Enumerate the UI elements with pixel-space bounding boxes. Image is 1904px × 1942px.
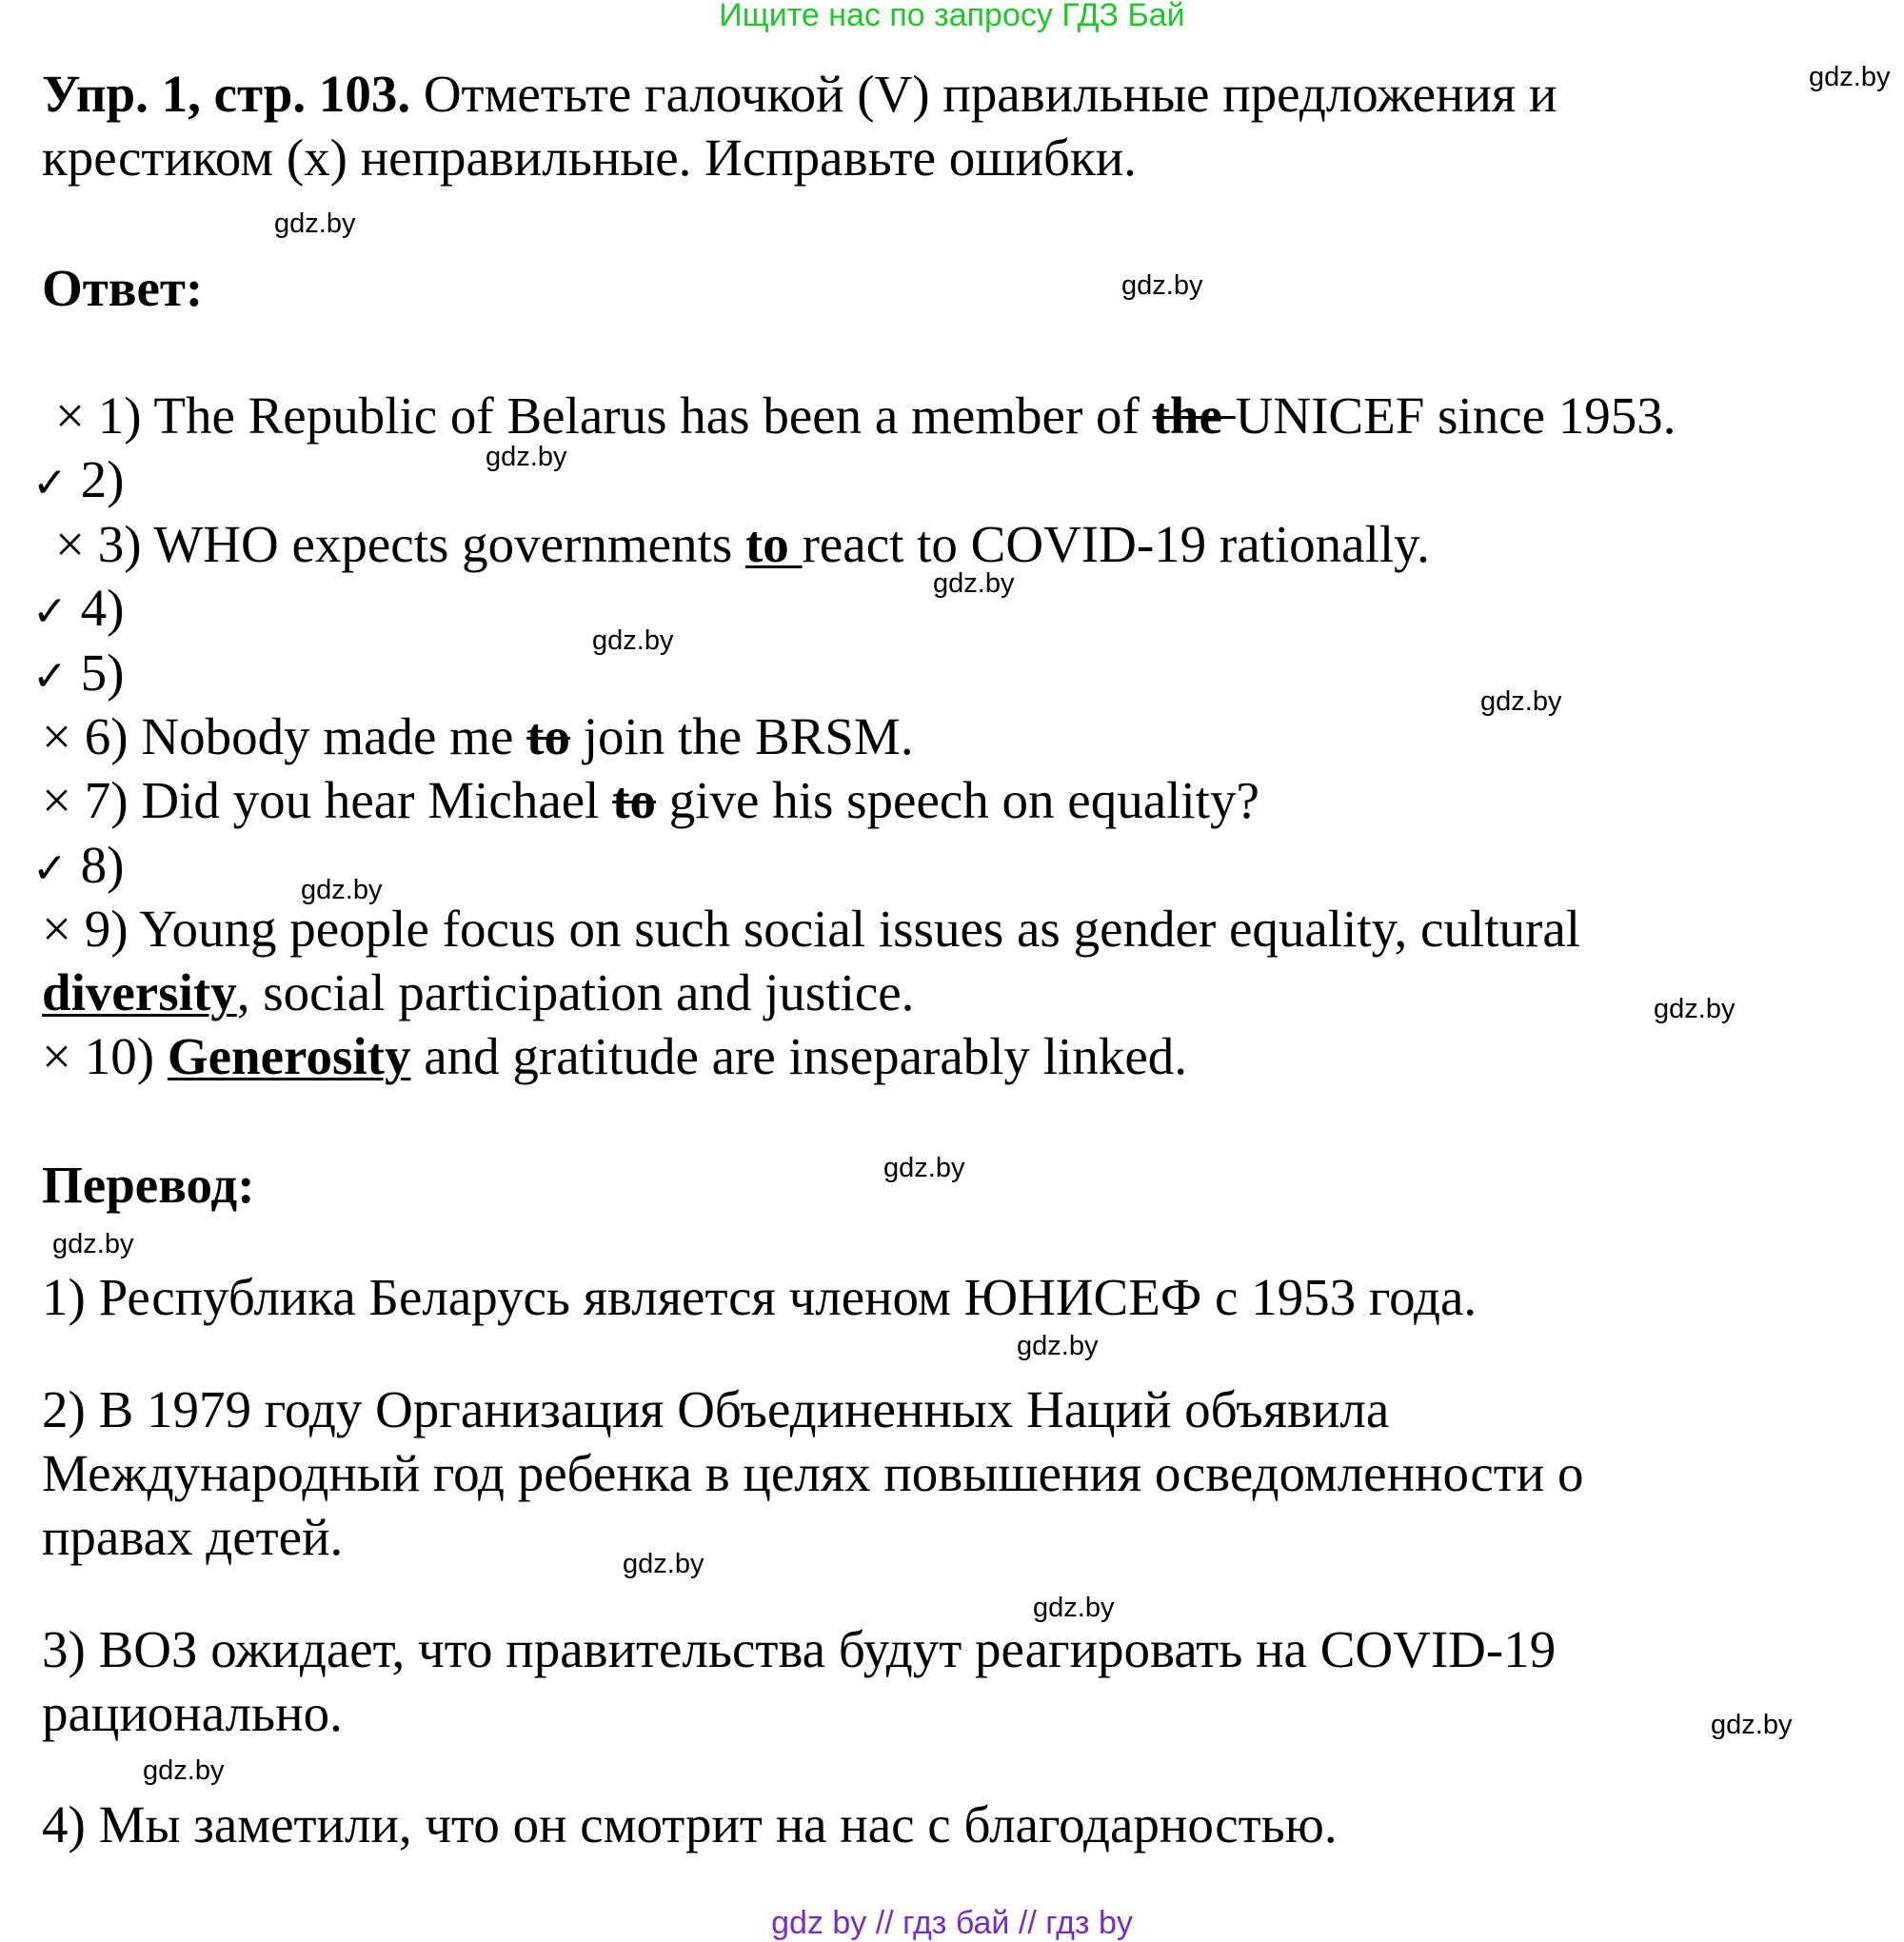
check-icon: ✓ — [32, 652, 68, 701]
watermark: gdz.by — [1809, 62, 1891, 92]
task-label: Упр. 1, стр. 103. — [42, 65, 411, 123]
watermark: gdz.by — [1654, 994, 1735, 1024]
watermark: gdz.by — [592, 625, 674, 656]
task-line-1 — [42, 63, 1557, 126]
task-line-2: крестиком (x) неправильные. Исправьте ошибки. — [42, 129, 1137, 187]
watermark: gdz.by — [1711, 1710, 1793, 1740]
translation-3-line-2: рационально. — [42, 1684, 343, 1742]
footer: gdz by // гдз бай // гдз by — [771, 1905, 1133, 1941]
cross-icon: × — [42, 900, 72, 958]
watermark: gdz.by — [486, 442, 567, 472]
watermark: gdz.by — [1121, 270, 1203, 301]
translation-3-line-1: 3) ВОЗ ожидает, что правительства будут реагировать на COVID-19 — [42, 1620, 1557, 1678]
cross-icon: × — [55, 515, 86, 573]
answer-6: × 6) Nobody made me to join the BRSM. — [42, 707, 914, 765]
answer-3: × 3) WHO expects governments to react to COVID-19 rationally. — [55, 515, 1430, 573]
watermark: gdz.by — [1480, 686, 1562, 717]
struck-word: the — [1152, 386, 1236, 445]
cross-icon: × — [55, 386, 86, 445]
answer-2: ✓ 2) — [32, 450, 125, 508]
watermark: gdz.by — [1033, 1593, 1115, 1623]
check-icon: ✓ — [32, 459, 68, 507]
watermark: gdz.by — [52, 1229, 134, 1259]
answer-1: × 1) The Republic of Belarus has been a member of the UNICEF since 1953. — [55, 386, 1676, 445]
watermark: gdz.by — [274, 208, 356, 239]
answer-10: × 10) Generosity and gratitude are inseparably linked. — [42, 1027, 1188, 1085]
answer-7: × 7) Did you hear Michael to give his speech on equality? — [42, 771, 1259, 829]
check-icon: ✓ — [32, 587, 68, 636]
cross-icon: × — [42, 1027, 72, 1085]
cross-icon: × — [42, 771, 72, 829]
translation-heading: Перевод: — [42, 1156, 255, 1214]
struck-word: to — [526, 707, 570, 765]
corrected-word: Generosity — [167, 1027, 411, 1085]
watermark: gdz.by — [933, 568, 1015, 599]
answer-4: ✓ 4) — [32, 579, 125, 637]
translation-4: 4) Мы заметили, что он смотрит на нас с благодарностью. — [42, 1795, 1338, 1853]
translation-2-line-3: правах детей. — [42, 1508, 344, 1566]
corrected-word: to — [744, 515, 803, 573]
answer-8: ✓ 8) — [32, 836, 125, 894]
translation-2-line-2: Международный год ребенка в целях повышения осведомленности о — [42, 1444, 1584, 1502]
watermark: gdz.by — [301, 875, 383, 905]
watermark: gdz.by — [623, 1549, 704, 1579]
translation-1: 1) Республика Беларусь является членом ЮНИСЕФ с 1953 года. — [42, 1268, 1478, 1326]
task-text: Отметьте галочкой (V) правильные предложения и — [410, 65, 1557, 123]
check-icon: ✓ — [32, 844, 68, 893]
answer-heading: Ответ: — [42, 259, 204, 317]
struck-word: to — [612, 771, 657, 829]
answer-9-cont: diversity, social participation and justice. — [42, 963, 915, 1021]
translation-2-line-1: 2) В 1979 году Организация Объединенных Наций объявила — [42, 1380, 1390, 1438]
top-banner: Ищите нас по запросу ГДЗ Бай — [719, 0, 1185, 33]
watermark: gdz.by — [883, 1153, 965, 1183]
answer-5: ✓ 5) — [32, 644, 125, 702]
watermark: gdz.by — [1017, 1331, 1099, 1361]
corrected-word: diversity — [42, 963, 237, 1021]
cross-icon: × — [42, 707, 72, 765]
watermark: gdz.by — [143, 1755, 225, 1786]
answer-9: × 9) Young people focus on such social issues as gender equality, cultural — [42, 900, 1581, 958]
